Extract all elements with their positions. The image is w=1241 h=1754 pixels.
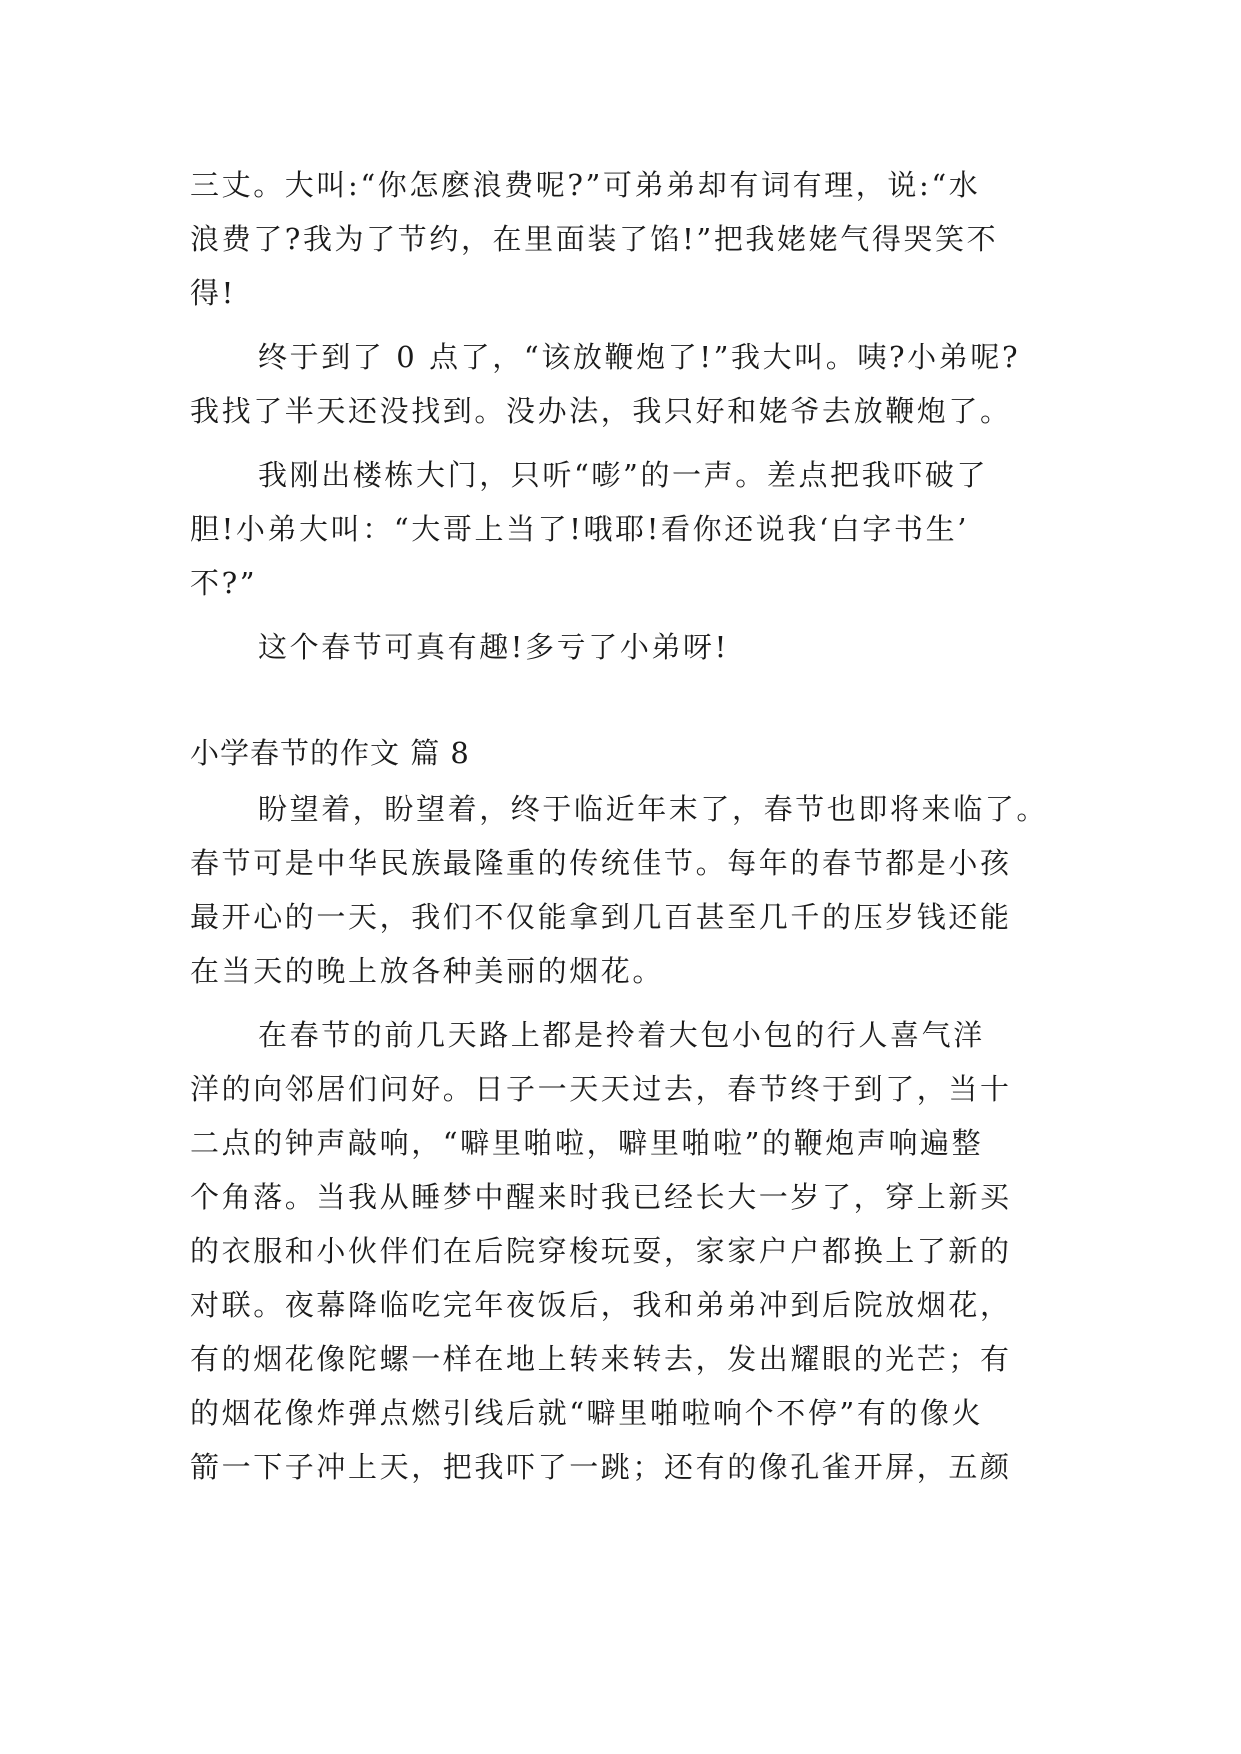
text-line: 最开心的一天，我们不仅能拿到几百甚至几千的压岁钱还能 — [190, 900, 1012, 934]
text-line: 箭一下子冲上天，把我吓了一跳；还有的像孔雀开屏，五颜 — [190, 1450, 1012, 1484]
text-line: 我找了半天还没找到。没办法，我只好和姥爷去放鞭炮了。 — [190, 394, 1012, 428]
text-line: 对联。夜幕降临吃完年夜饭后，我和弟弟冲到后院放烟花， — [190, 1288, 1012, 1322]
text-line: 不?” — [190, 566, 258, 600]
text-line: 胆!小弟大叫：“大哥上当了!哦耶!看你还说我‘白字书生’ — [190, 512, 970, 546]
text-line: 二点的钟声敲响，“噼里啪啦，噼里啪啦”的鞭炮声响遍整 — [190, 1126, 984, 1160]
text-line: 的烟花像炸弹点燃引线后就“噼里啪啦响个不停”有的像火 — [190, 1396, 984, 1430]
text-line: 春节可是中华民族最隆重的传统佳节。每年的春节都是小孩 — [190, 846, 1012, 880]
text-line: 得! — [190, 276, 236, 310]
section-heading: 小学春节的作文 篇 8 — [190, 736, 470, 770]
text-line: 个角落。当我从睡梦中醒来时我已经长大一岁了，穿上新买 — [190, 1180, 1012, 1214]
text-line: 在当天的晚上放各种美丽的烟花。 — [190, 954, 665, 988]
paragraph-line: 终于到了 0 点了，“该放鞭炮了!”我大叫。咦?小弟呢? — [258, 340, 1021, 374]
text-line: 三丈。大叫:“你怎麽浪费呢?”可弟弟却有词有理，说:“水 — [190, 168, 981, 202]
text-line: 的衣服和小伙伴们在后院穿梭玩耍，家家户户都换上了新的 — [190, 1234, 1012, 1268]
text-line: 洋的向邻居们问好。日子一天天过去，春节终于到了，当十 — [190, 1072, 1012, 1106]
text-line: 有的烟花像陀螺一样在地上转来转去，发出耀眼的光芒；有 — [190, 1342, 1012, 1376]
paragraph-line: 这个春节可真有趣!多亏了小弟呀! — [258, 630, 729, 664]
text-line: 浪费了?我为了节约，在里面装了馅!”把我姥姥气得哭笑不 — [190, 222, 999, 256]
paragraph-line: 盼望着，盼望着，终于临近年末了，春节也即将来临了。 — [258, 792, 1049, 826]
paragraph-line: 我刚出楼栋大门，只听“嘭”的一声。差点把我吓破了 — [258, 458, 989, 492]
paragraph-line: 在春节的前几天路上都是拎着大包小包的行人喜气洋 — [258, 1018, 985, 1052]
